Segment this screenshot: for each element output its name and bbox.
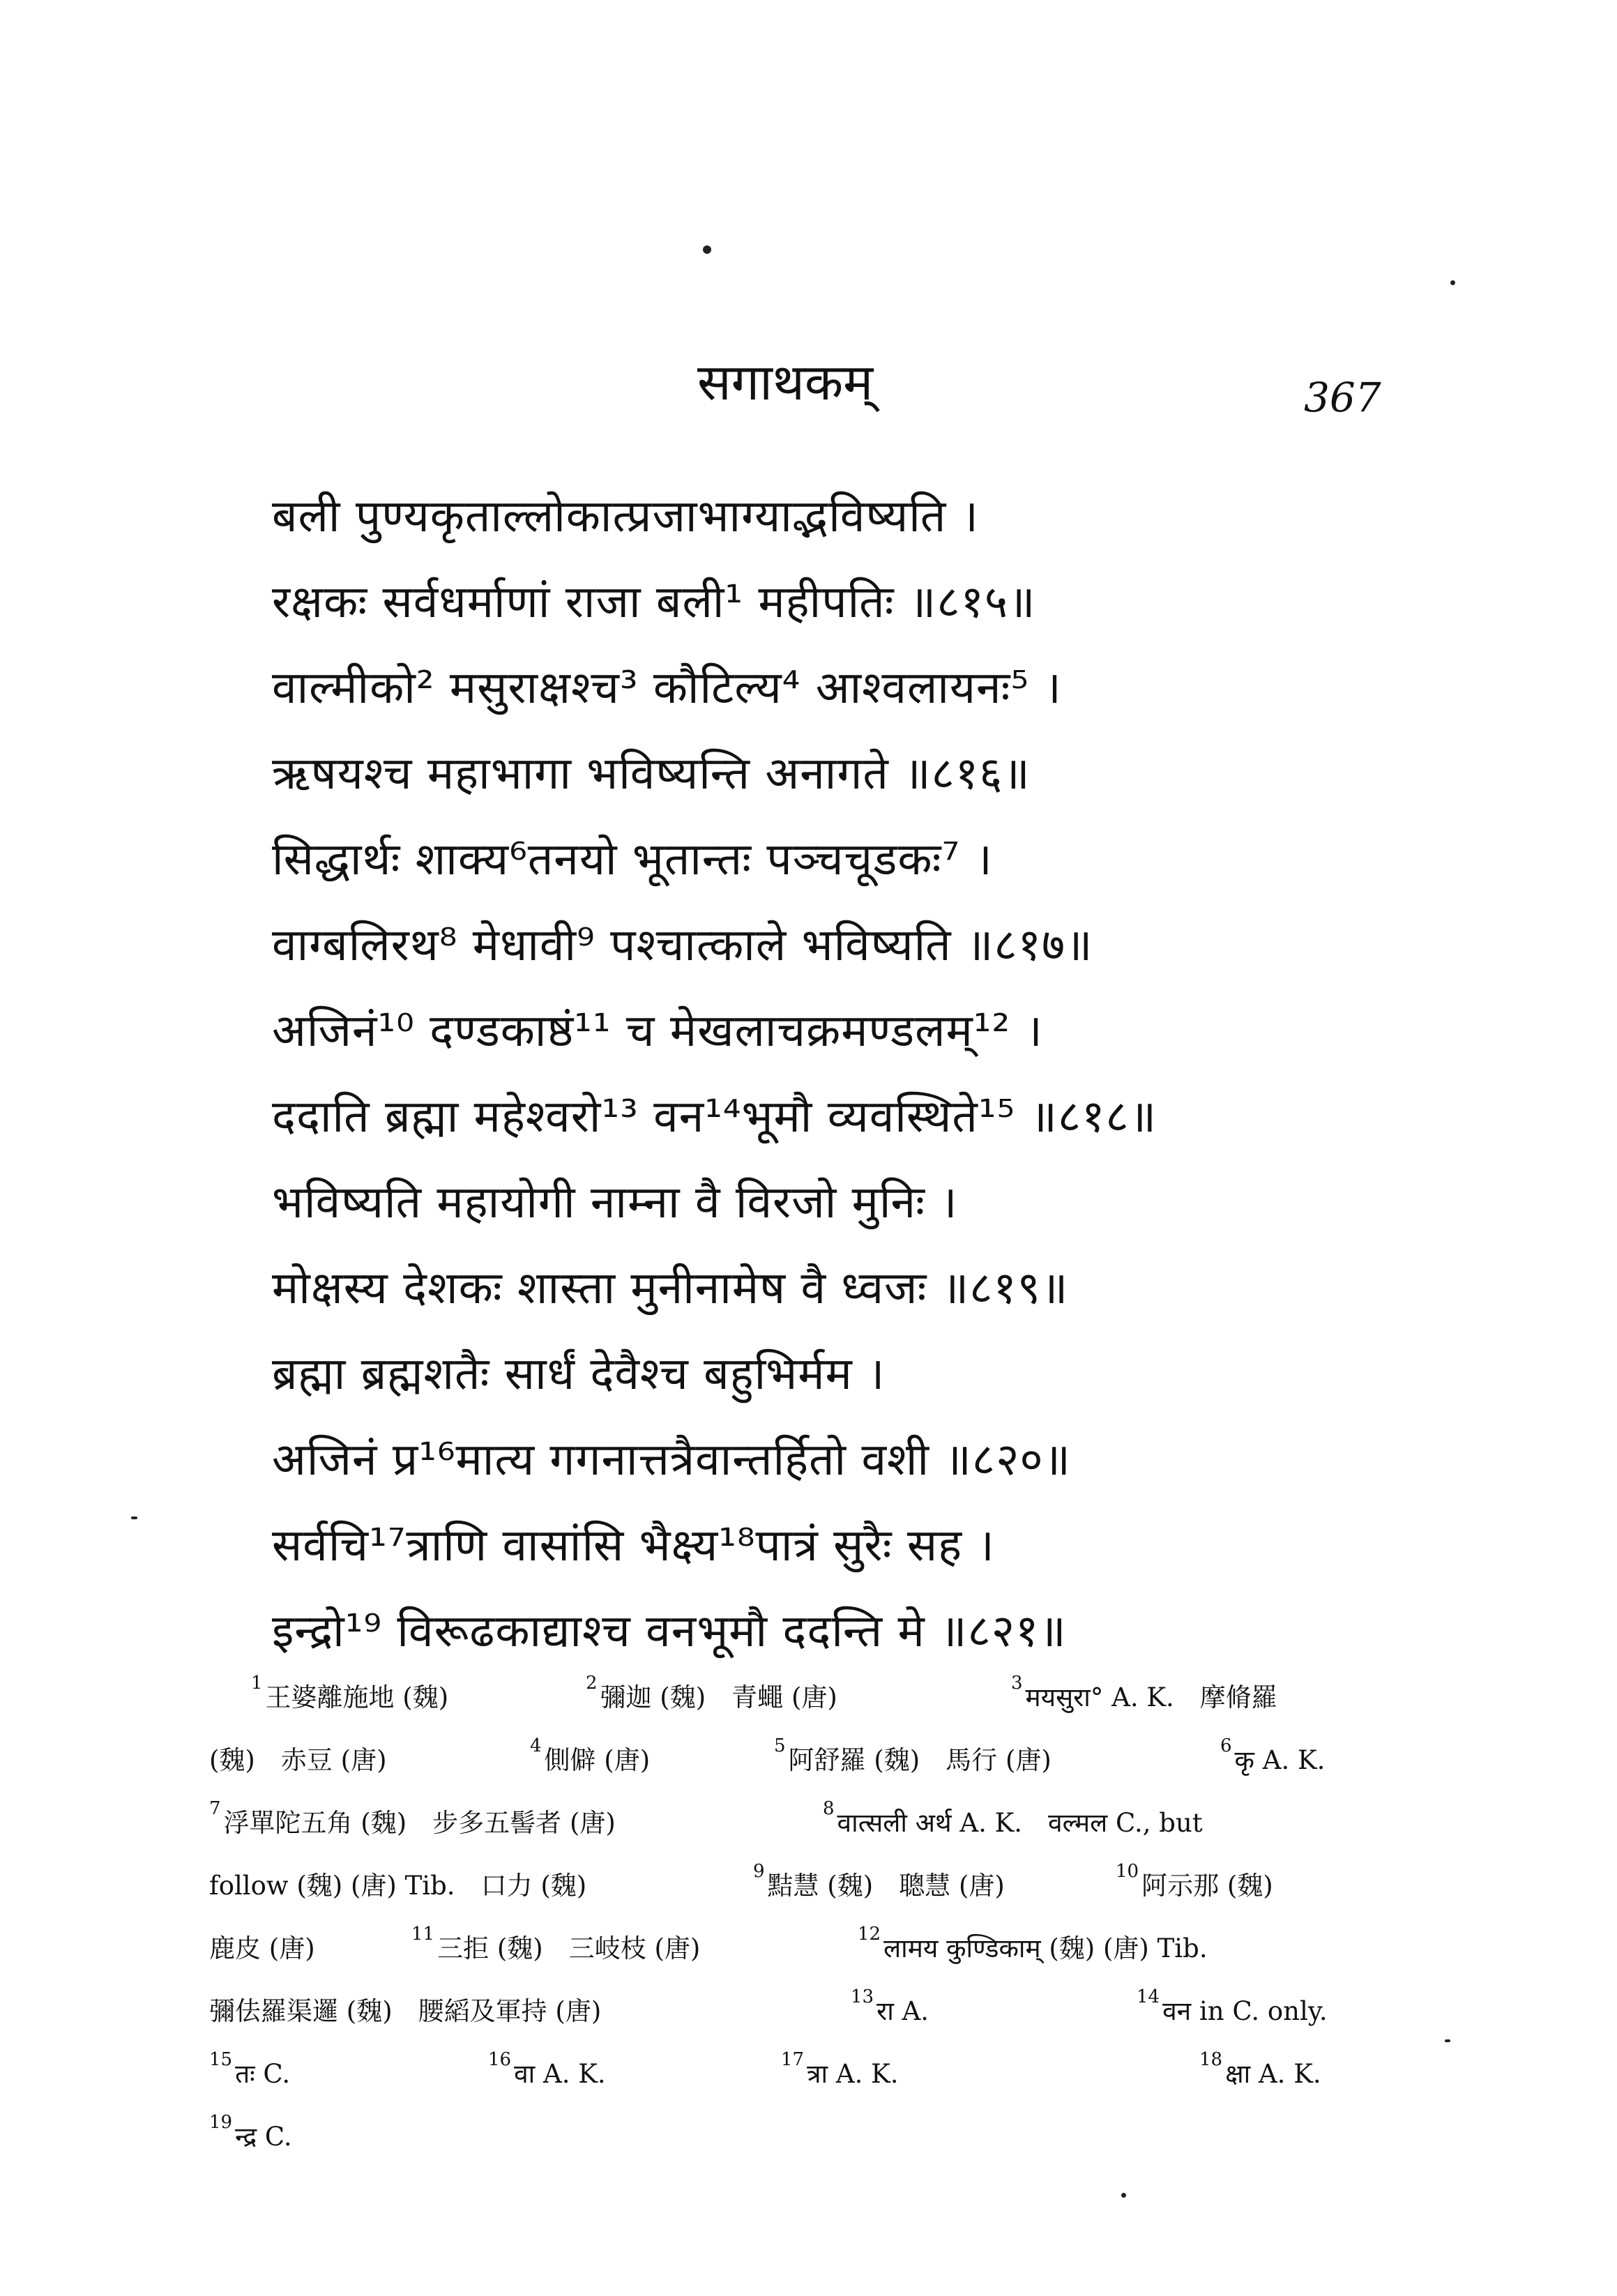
footnote xyxy=(586,1666,837,1729)
footnote-text: कृ A. K. xyxy=(1234,1745,1326,1775)
footnote xyxy=(851,1980,929,2043)
verse-line: ददाति ब्रह्मा महेश्वरो¹³ वन¹⁴भूमौ व्यवस्थिते¹⁵ ॥८१८॥ xyxy=(272,1091,1157,1143)
footnote-text: न्द्र C. xyxy=(235,2122,292,2152)
footnote xyxy=(411,1917,700,1980)
footnote-text: (魏) 赤豆 (唐) xyxy=(209,1745,387,1775)
footnote-line xyxy=(209,1792,1381,1855)
scan-speck xyxy=(1450,280,1455,285)
footnote-number: 15 xyxy=(209,2048,233,2070)
verse-line: भविष्यति महायोगी नाम्ना वै विरजो मुनिः । xyxy=(272,1177,958,1229)
footnote-number: 9 xyxy=(753,1860,765,1882)
footnote-number: 18 xyxy=(1199,2048,1223,2070)
footnote xyxy=(1011,1666,1277,1729)
scan-speck xyxy=(131,1516,137,1519)
footnote-text: 黠慧 (魏) 聰慧 (唐) xyxy=(767,1871,1005,1901)
footnote-line xyxy=(209,1917,1381,1980)
footnote-text: मयसुरा° A. K. 摩脩羅 xyxy=(1025,1682,1277,1712)
footnote-number: 8 xyxy=(823,1797,835,1819)
footnote-text: follow (魏) (唐) Tib. 口力 (魏) xyxy=(209,1871,587,1901)
footnote xyxy=(209,2043,290,2106)
footnote xyxy=(1220,1729,1325,1792)
footnote-text: 三拒 (魏) 三岐枝 (唐) xyxy=(437,1933,701,1963)
footnote-text: 阿舒羅 (魏) 馬行 (唐) xyxy=(788,1745,1052,1775)
footnote-number: 19 xyxy=(209,2111,233,2133)
footnote xyxy=(209,1980,601,2043)
footnote-text: तः C. xyxy=(235,2059,291,2089)
verse-line: इन्द्रो¹⁹ विरूढकाद्याश्च वनभूमौ ददन्ति मे ॥८२१॥ xyxy=(272,1606,1067,1657)
footnote-text: लामय कुण्डिकाम् (魏) (唐) Tib. xyxy=(883,1933,1208,1963)
verse-line: वाल्मीको² मसुराक्षश्च³ कौटिल्य⁴ आश्वलायनः⁵ । xyxy=(272,662,1062,714)
scan-speck xyxy=(1445,2039,1450,2042)
footnote-text: वन in C. only. xyxy=(1162,1996,1328,2026)
footnote xyxy=(781,2043,899,2106)
footnote-text: वात्सली अर्थ A. K. वल्मल C., but xyxy=(837,1808,1203,1838)
scan-speck xyxy=(1121,2193,1126,2198)
footnote-line xyxy=(209,1980,1381,2043)
footnote xyxy=(209,1855,586,1917)
footnotes xyxy=(209,1666,1381,2168)
footnote-text: 鹿皮 (唐) xyxy=(209,1933,315,1963)
footnote xyxy=(209,1917,315,1980)
footnote-line xyxy=(209,2106,1381,2168)
footnote-number: 11 xyxy=(411,1923,435,1945)
footnote-number: 7 xyxy=(209,1797,221,1819)
footnote-text: 浮單陀五角 (魏) 步多五髻者 (唐) xyxy=(223,1808,616,1838)
running-title: सगाथकम् xyxy=(697,353,874,411)
footnote-text: 彌迦 (魏) 青蠅 (唐) xyxy=(600,1682,837,1712)
footnote-line xyxy=(209,1666,1381,1729)
verse-line: अजिनं¹⁰ दण्डकाष्ठं¹¹ च मेखलाचक्रमण्डलम्¹² । xyxy=(272,1005,1043,1057)
verse-line: वाग्बलिरथ⁸ मेधावी⁹ पश्चात्काले भविष्यति ॥८१७॥ xyxy=(272,920,1093,971)
footnote xyxy=(251,1666,448,1729)
footnote xyxy=(823,1792,1203,1855)
footnote-text: 彌佉羅渠邏 (魏) 腰縚及軍持 (唐) xyxy=(209,1996,602,2026)
footnote-text: 王婆離施地 (魏) xyxy=(265,1682,449,1712)
footnote-number: 5 xyxy=(774,1735,786,1756)
footnote xyxy=(1199,2043,1321,2106)
footnote-number: 16 xyxy=(488,2048,512,2070)
verse-line: ऋषयश्च महाभागा भविष्यन्ति अनागते ॥८१६॥ xyxy=(272,748,1031,800)
footnote-number: 1 xyxy=(251,1672,263,1694)
verse-line: बली पुण्यकृताल्लोकात्प्रजाभाग्याद्भविष्यति । xyxy=(272,491,979,542)
footnote-number: 10 xyxy=(1116,1860,1139,1882)
footnote xyxy=(530,1729,650,1792)
footnote-number: 17 xyxy=(781,2048,805,2070)
footnote-number: 6 xyxy=(1220,1735,1232,1756)
scan-speck xyxy=(703,245,711,254)
footnote-number: 13 xyxy=(851,1986,874,2007)
footnote xyxy=(209,1729,387,1792)
footnote xyxy=(858,1917,1208,1980)
verse-line: अजिनं प्र¹⁶मात्य गगनात्तत्रैवान्तर्हितो वशी ॥८२०॥ xyxy=(272,1434,1071,1486)
footnote-line xyxy=(209,2043,1381,2106)
footnote-text: क्षा A. K. xyxy=(1225,2059,1321,2089)
footnote-text: त्रा A. K. xyxy=(807,2059,899,2089)
footnote-number: 2 xyxy=(586,1672,598,1694)
footnote-number: 4 xyxy=(530,1735,542,1756)
verse-block xyxy=(272,474,1360,1675)
footnote-line xyxy=(209,1855,1381,1917)
footnote xyxy=(1116,1855,1273,1917)
footnote-number: 3 xyxy=(1011,1672,1023,1694)
footnote-text: वा A. K. xyxy=(514,2059,606,2089)
footnote xyxy=(209,2106,292,2168)
footnote xyxy=(209,1792,616,1855)
verse-line: रक्षकः सर्वधर्माणां राजा बली¹ महीपतिः ॥८१५॥ xyxy=(272,577,1036,628)
verse-line: मोक्षस्य देशकः शास्ता मुनीनामेष वै ध्वजः ॥८१९॥ xyxy=(272,1263,1069,1314)
footnote xyxy=(1137,1980,1328,2043)
footnote xyxy=(488,2043,606,2106)
footnote-line xyxy=(209,1729,1381,1792)
verse-line: सिद्धार्थः शाक्य⁶तनयो भूतान्तः पञ्चचूडकः⁷ । xyxy=(272,834,993,885)
footnote-text: 側僻 (唐) xyxy=(544,1745,651,1775)
page-number: 367 xyxy=(1304,374,1381,421)
footnote-number: 12 xyxy=(858,1923,881,1945)
footnote-text: रा A. xyxy=(876,1996,929,2026)
footnote-text: 阿示那 (魏) xyxy=(1141,1871,1273,1901)
footnote-number: 14 xyxy=(1137,1986,1160,2007)
verse-line: ब्रह्मा ब्रह्मशतैः सार्धं देवैश्च बहुभिर्मम । xyxy=(272,1348,886,1400)
footnote xyxy=(753,1855,1005,1917)
footnote xyxy=(774,1729,1052,1792)
verse-line: सर्वचि¹⁷त्राणि वासांसि भैक्ष्य¹⁸पात्रं सुरैः सह । xyxy=(272,1520,995,1572)
